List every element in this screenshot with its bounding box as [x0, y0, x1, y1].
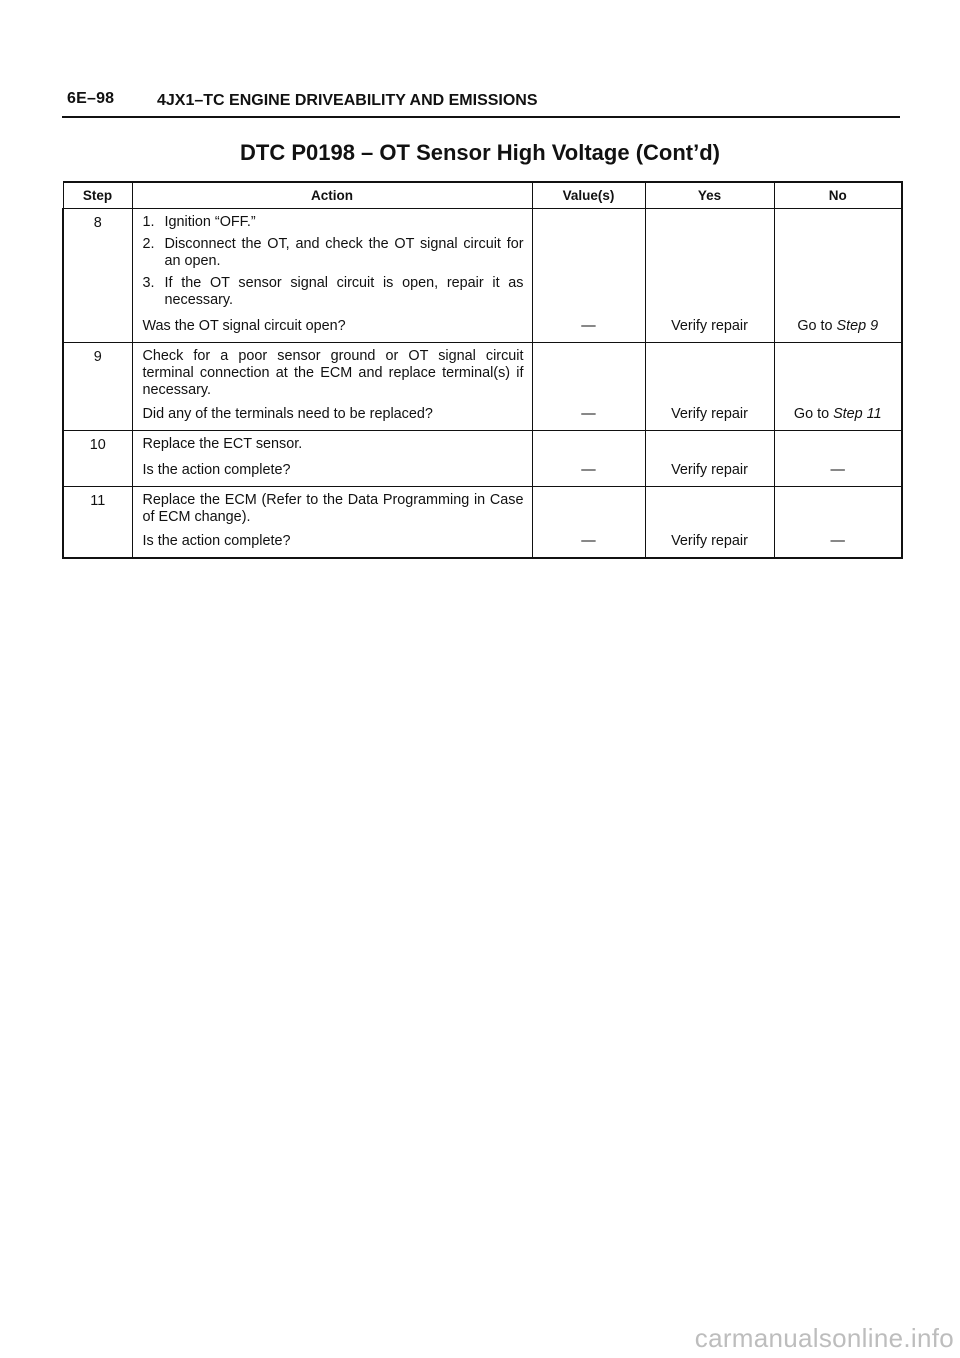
- item-number: 3.: [142, 275, 155, 291]
- action-cell: [132, 343, 532, 431]
- table-row: [63, 431, 902, 487]
- step-reference: Step 11: [833, 406, 882, 422]
- no-prefix: Go to: [793, 406, 834, 422]
- yes-cell: Verify repair: [645, 431, 774, 487]
- step-number: 11: [63, 487, 132, 559]
- action-question: Is the action complete?: [142, 533, 291, 549]
- no-cell: [774, 209, 902, 343]
- column-header-action: Action: [132, 182, 532, 209]
- action-question: Is the action complete?: [142, 462, 291, 478]
- table-row: [63, 209, 902, 343]
- action-cell: [132, 431, 532, 487]
- diagnostic-table: [62, 181, 903, 559]
- yes-cell: Verify repair: [645, 343, 774, 431]
- table-row: [63, 343, 902, 431]
- step-number: 8: [63, 209, 132, 343]
- action-question: Was the OT signal circuit open?: [142, 318, 346, 334]
- action-text: Replace the ECT sensor.: [142, 436, 303, 452]
- action-item: [143, 236, 524, 270]
- step-number: 9: [63, 343, 132, 431]
- value-cell: —: [532, 209, 645, 343]
- table-row: [63, 487, 902, 559]
- value-cell: —: [532, 343, 645, 431]
- column-header-step: Step: [63, 182, 132, 209]
- item-number: 1.: [142, 214, 155, 230]
- section-title: 4JX1–TC ENGINE DRIVEABILITY AND EMISSIONS: [157, 92, 538, 109]
- yes-cell: Verify repair: [645, 209, 774, 343]
- item-text: Disconnect the OT, and check the OT signal circuit for an open.: [164, 236, 524, 269]
- action-item: [143, 214, 524, 231]
- column-header-yes: Yes: [645, 182, 774, 209]
- no-cell: —: [774, 487, 902, 559]
- value-cell: —: [532, 487, 645, 559]
- page-number: 6E–98: [67, 90, 115, 107]
- column-header-values: Value(s): [532, 182, 645, 209]
- action-cell: [132, 209, 532, 343]
- no-cell: [774, 343, 902, 431]
- item-text: If the OT sensor signal circuit is open, repair it as necessary.: [164, 275, 524, 308]
- yes-cell: Verify repair: [645, 487, 774, 559]
- action-text: Replace the ECM (Refer to the Data Programming in Case of ECM change).: [142, 492, 524, 525]
- action-cell: [132, 487, 532, 559]
- no-cell: —: [774, 431, 902, 487]
- item-text: Ignition “OFF.”: [164, 214, 256, 230]
- watermark: carmanualsonline.info: [694, 1323, 954, 1353]
- action-item: [143, 275, 524, 309]
- action-text: Check for a poor sensor ground or OT signal circuit terminal connection at the ECM and replace terminal(s) if necessary.: [142, 348, 524, 398]
- column-header-no: No: [774, 182, 902, 209]
- step-number: 10: [63, 431, 132, 487]
- document-title: DTC P0198 – OT Sensor High Voltage (Cont’d): [240, 140, 720, 165]
- value-cell: —: [532, 431, 645, 487]
- step-reference: Step 9: [836, 318, 879, 334]
- item-number: 2.: [142, 236, 155, 252]
- table-header-row: [63, 182, 902, 209]
- action-question: Did any of the terminals need to be replaced?: [142, 406, 433, 422]
- header-rule: [62, 116, 900, 118]
- no-prefix: Go to: [797, 318, 837, 334]
